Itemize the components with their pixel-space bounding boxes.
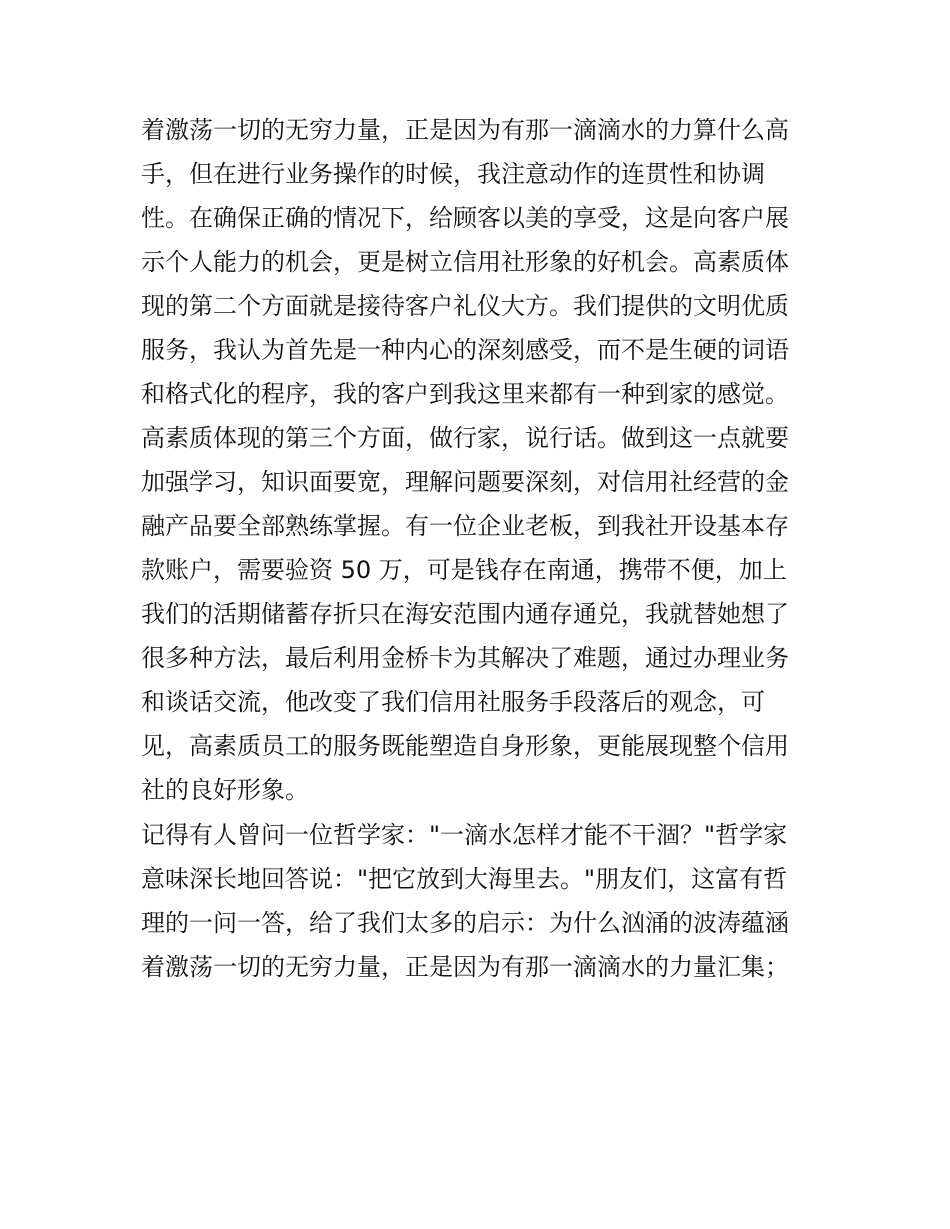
text-line: 社的良好形象。	[141, 776, 309, 804]
text-line: 性。在确保正确的情况下，给顾客以美的享受，这是向客户展	[141, 204, 789, 232]
text-line: 很多种方法，最后利用金桥卡为其解决了难题，通过办理业务	[141, 644, 789, 672]
text-line: 记得有人曾问一位哲学家："一滴水怎样才能不干涸？"哲学家	[141, 821, 788, 849]
paragraph	[141, 813, 821, 989]
text-line: 见，高素质员工的服务既能塑造自身形象，更能展现整个信用	[141, 732, 789, 760]
text-line: 意味深长地回答说："把它放到大海里去。"朋友们，这富有哲	[141, 865, 788, 893]
body-text	[141, 108, 821, 989]
text-line: 现的第二个方面就是接待客户礼仪大方。我们提供的文明优质	[141, 292, 789, 320]
text-line: 和谈话交流，他改变了我们信用社服务手段落后的观念，可	[141, 688, 765, 716]
text-line: 加强学习，知识面要宽，理解问题要深刻，对信用社经营的金	[141, 468, 789, 496]
text-line: 融产品要全部熟练掌握。有一位企业老板，到我社开设基本存	[141, 512, 789, 540]
text-line: 理的一问一答，给了我们太多的启示：为什么汹涌的波涛蕴涵	[141, 909, 789, 937]
text-line: 手，但在进行业务操作的时候，我注意动作的连贯性和协调	[141, 160, 765, 188]
text-line: 服务，我认为首先是一种内心的深刻感受，而不是生硬的词语	[141, 336, 789, 364]
text-line: 着激荡一切的无穷力量，正是因为有那一滴滴水的力算什么高	[141, 116, 789, 144]
text-line: 示个人能力的机会，更是树立信用社形象的好机会。高素质体	[141, 248, 789, 276]
text-line: 款账户，需要验资 50 万，可是钱存在南通，携带不便，加上	[141, 556, 787, 584]
text-line: 和格式化的程序，我的客户到我这里来都有一种到家的感觉。	[141, 380, 789, 408]
text-line: 高素质体现的第三个方面，做行家，说行话。做到这一点就要	[141, 424, 789, 452]
text-line: 我们的活期储蓄存折只在海安范围内通存通兑，我就替她想了	[141, 600, 789, 628]
paragraph	[141, 108, 821, 812]
text-line: 着激荡一切的无穷力量，正是因为有那一滴滴水的力量汇集；	[141, 953, 789, 981]
